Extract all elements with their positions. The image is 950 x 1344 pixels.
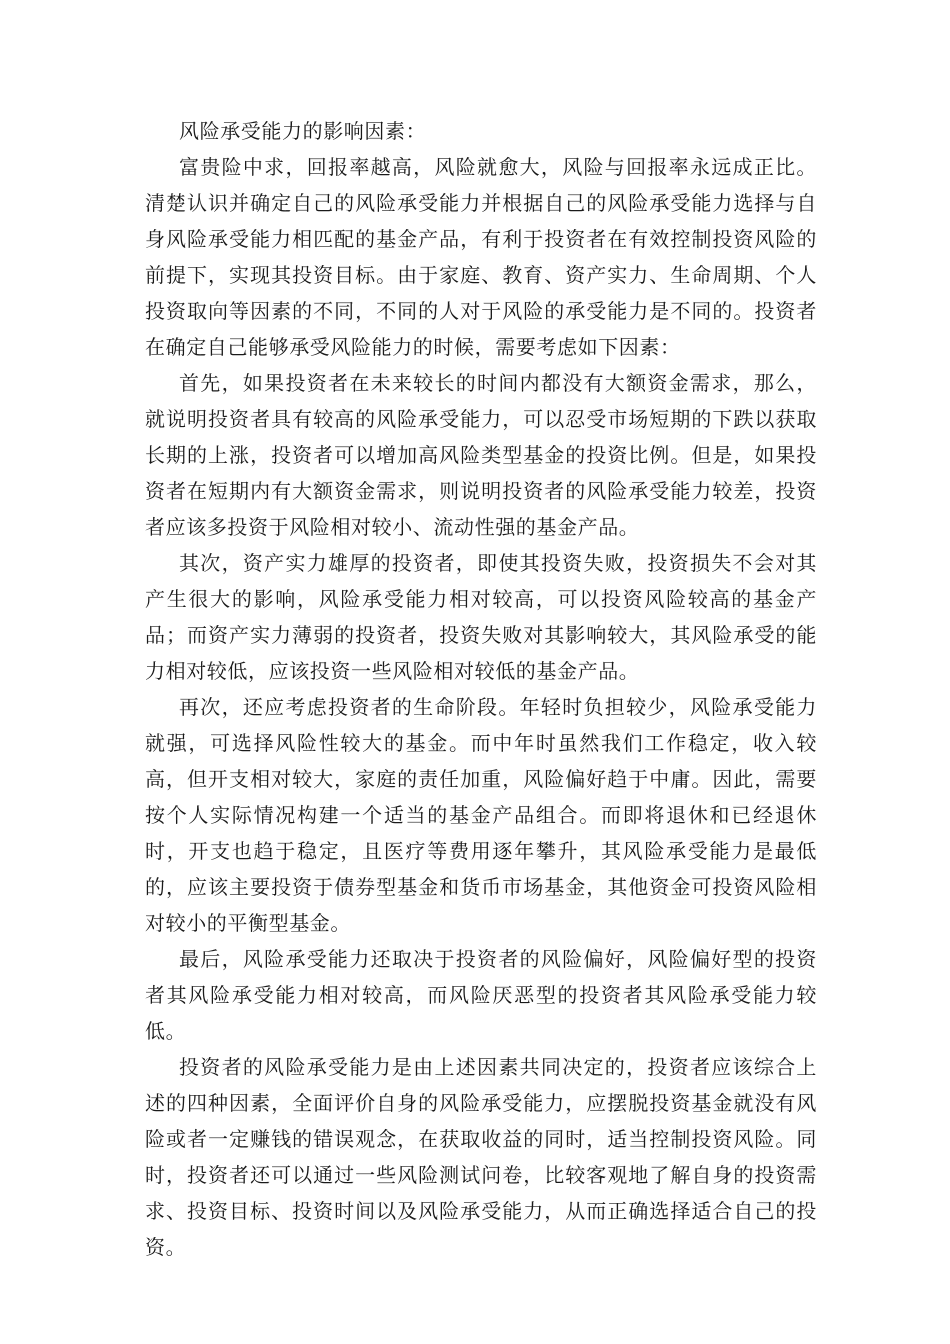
section-heading: 风险承受能力的影响因素： xyxy=(179,119,427,143)
paragraph-third-factor: 再次，还应考虑投资者的生命阶段。年轻时负担较少，风险承受能力就强，可选择风险性较大的基金。而中年时虽然我们工作稳定，收入较高，但开支相对较大，家庭的责任加重，风险偏好趋于中庸。因此，需要按个人实际情况构建一个适当的基金产品组合。而即将退休和已经退休时，开支也趋于稳定，且医疗等费用逐年攀升，其风险承受能力是最低的，应该主要投资于债券型基金和货币市场基金，其他资金可投资风险相对较小的平衡型基金。 xyxy=(145,695,817,935)
paragraph-conclusion: 投资者的风险承受能力是由上述因素共同决定的，投资者应该综合上述的四种因素，全面评价自身的风险承受能力，应摆脱投资基金就没有风险或者一定赚钱的错误观念，在获取收益的同时，适当控制投资风险。同时，投资者还可以通过一些风险测试问卷，比较客观地了解自身的投资需求、投资目标、投资时间以及风险承受能力，从而正确选择适合自己的投资。 xyxy=(145,1055,817,1259)
paragraph-fourth-factor: 最后，风险承受能力还取决于投资者的风险偏好，风险偏好型的投资者其风险承受能力相对较高，而风险厌恶型的投资者其风险承受能力较低。 xyxy=(145,947,817,1043)
document-body xyxy=(145,113,817,1265)
paragraph-second-factor: 其次，资产实力雄厚的投资者，即使其投资失败，投资损失不会对其产生很大的影响，风险承受能力相对较高，可以投资风险较高的基金产品；而资产实力薄弱的投资者，投资失败对其影响较大，其风险承受的能力相对较低，应该投资一些风险相对较低的基金产品。 xyxy=(145,551,817,683)
paragraph-first-factor: 首先，如果投资者在未来较长的时间内都没有大额资金需求，那么，就说明投资者具有较高的风险承受能力，可以忍受市场短期的下跌以获取长期的上涨，投资者可以增加高风险类型基金的投资比例。但是，如果投资者在短期内有大额资金需求，则说明投资者的风险承受能力较差，投资者应该多投资于风险相对较小、流动性强的基金产品。 xyxy=(145,371,817,539)
paragraph-intro: 富贵险中求，回报率越高，风险就愈大，风险与回报率永远成正比。清楚认识并确定自己的风险承受能力并根据自己的风险承受能力选择与自身风险承受能力相匹配的基金产品，有利于投资者在有效控制投资风险的前提下，实现其投资目标。由于家庭、教育、资产实力、生命周期、个人投资取向等因素的不同，不同的人对于风险的承受能力是不同的。投资者在确定自己能够承受风险能力的时候，需要考虑如下因素： xyxy=(145,155,817,359)
